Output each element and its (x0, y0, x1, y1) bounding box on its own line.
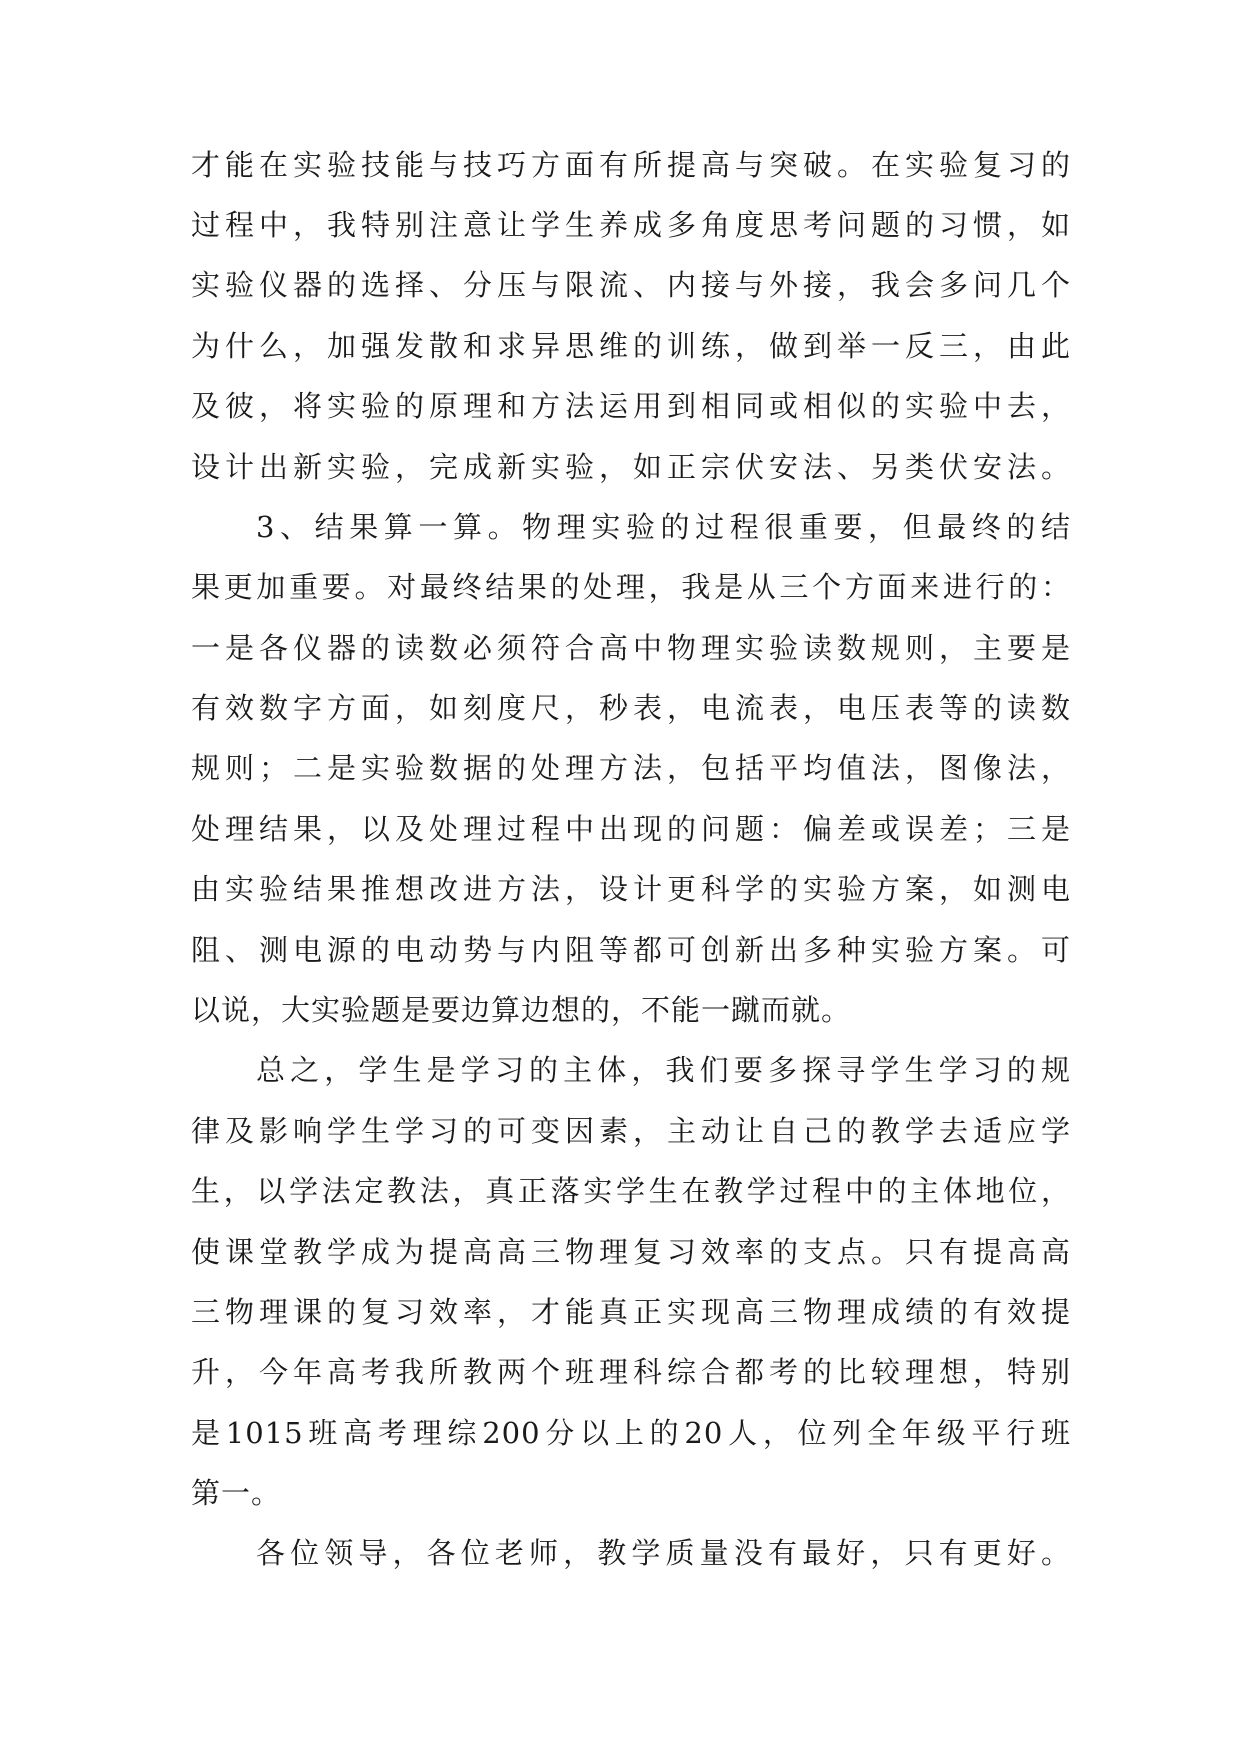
paragraph-end-line: 第一。 (191, 1476, 282, 1510)
text-line: 才能在实验技能与技巧方面有所提高与突破。在实验复习的 (191, 148, 1071, 182)
closing-line: 各位领导，各位老师，教学质量没有最好，只有更好。 (256, 1536, 1071, 1570)
text-line: 律及影响学生学习的可变因素，主动让自己的教学去适应学 (191, 1114, 1071, 1148)
text-line: 升，今年高考我所教两个班理科综合都考的比较理想，特别 (191, 1355, 1071, 1389)
text-line: 生，以学法定教法，真正落实学生在教学过程中的主体地位， (191, 1174, 1071, 1208)
text-line: 使课堂教学成为提高高三物理复习效率的支点。只有提高高 (191, 1235, 1071, 1269)
text-line: 果更加重要。对最终结果的处理，我是从三个方面来进行的： (191, 570, 1071, 604)
text-line: 过程中，我特别注意让学生养成多角度思考问题的习惯，如 (191, 208, 1071, 242)
text-line: 由实验结果推想改进方法，设计更科学的实验方案，如测电 (191, 872, 1071, 906)
paragraph-start-line: 总之，学生是学习的主体，我们要多探寻学生学习的规 (256, 1053, 1071, 1087)
text-line: 为什么，加强发散和求异思维的训练，做到举一反三，由此 (191, 329, 1071, 363)
text-line: 三物理课的复习效率，才能真正实现高三物理成绩的有效提 (191, 1295, 1071, 1329)
text-line: 实验仪器的选择、分压与限流、内接与外接，我会多问几个 (191, 268, 1071, 302)
text-line: 是1015班高考理综200分以上的20人，位列全年级平行班 (191, 1416, 1071, 1450)
text-line: 规则；二是实验数据的处理方法，包括平均值法，图像法， (191, 751, 1071, 785)
paragraph-start-line: 3、结果算一算。物理实验的过程很重要，但最终的结 (256, 510, 1071, 544)
text-line: 一是各仪器的读数必须符合高中物理实验读数规则，主要是 (191, 631, 1071, 665)
text-line: 处理结果，以及处理过程中出现的问题：偏差或误差；三是 (191, 812, 1071, 846)
paragraph-end-line: 以说，大实验题是要边算边想的，不能一蹴而就。 (191, 993, 852, 1027)
text-line: 有效数字方面，如刻度尺，秒表，电流表，电压表等的读数 (191, 691, 1071, 725)
text-line: 及彼，将实验的原理和方法运用到相同或相似的实验中去， (191, 389, 1071, 423)
text-line: 阻、测电源的电动势与内阻等都可创新出多种实验方案。可 (191, 933, 1071, 967)
text-line: 设计出新实验，完成新实验，如正宗伏安法、另类伏安法。 (191, 450, 1071, 484)
